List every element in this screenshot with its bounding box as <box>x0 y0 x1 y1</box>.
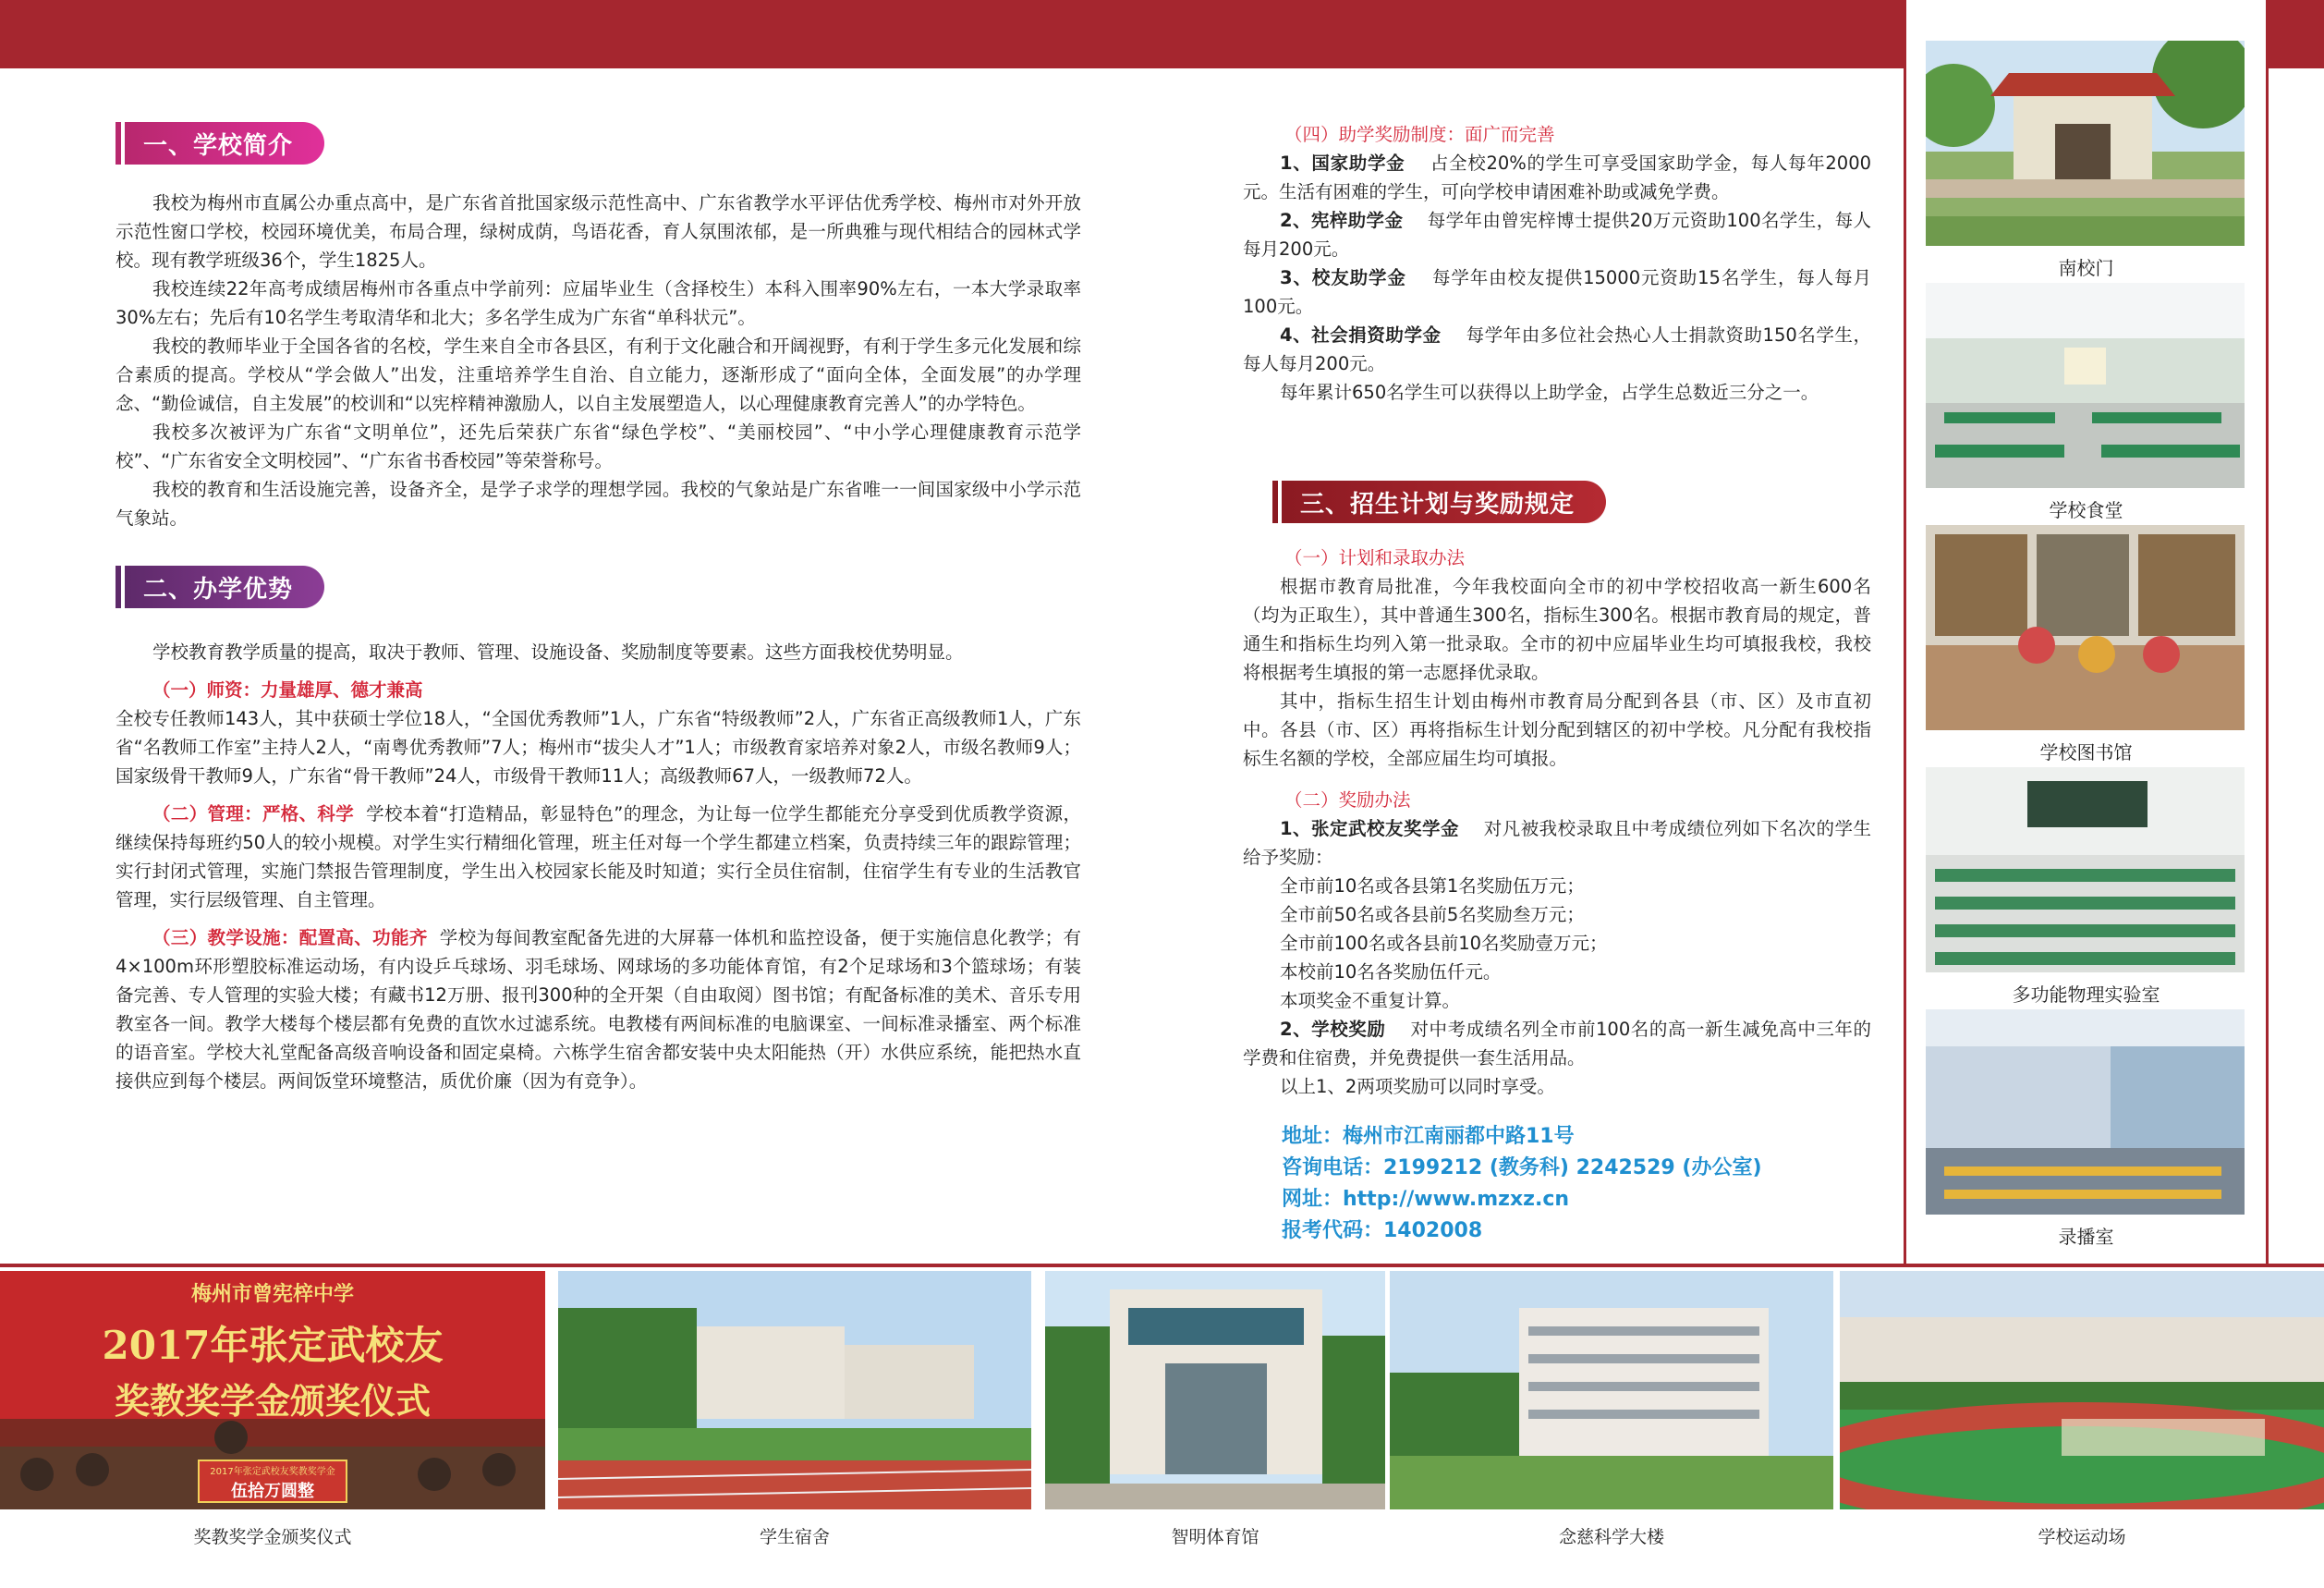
dormitory-photo <box>558 1271 1031 1509</box>
photo-caption: 多功能物理实验室 <box>2012 983 2160 1006</box>
advantage-text: 全校专任教师143人，其中获硕士学位18人，“全国优秀教师”1人，广东省“特级教师”2人，广东省正高级教师1人，广东省“名教师工作室”主持人2人，“南粤优秀教师”7人；梅州市“拔尖人才”1人；市级教育家培养对象2人，市级名教师9人；国家级骨干教师9人，广东省“骨干教师”24人，市级骨干教师11人；高级教师67人，一级教师72人。 <box>116 708 1081 787</box>
reward-line: 本校前10名各奖励伍仟元。 <box>1280 961 1502 983</box>
paragraph: 我校多次被评为广东省“文明单位”，还先后荣获广东省“绿色学校”、“美丽校园”、“中小学心理健康教育示范学校”、“广东省安全文明校园”、“广东省书香校园”等荣誉称号。 <box>116 421 1081 471</box>
photo-caption: 南校门 <box>2058 257 2114 279</box>
paragraph: 其中，指标生招生计划由梅州市教育局分配到各县（市、区）及市直初中。各县（市、区）再将指标生计划分配到辖区的初中学校。凡分配有我校指标生名额的学校，全部应届生均可填报。 <box>1243 690 1871 769</box>
paragraph: 根据市教育局批准，今年我校面向全市的初中学校招收高一新生600名（均为正取生），其中普通生300名，指标生300名。根据市教育局的规定，普通生和指标生均列入第一批录取。全市的初中应届毕业生均可填报我校，我校将根据考生填报的第一志愿择优录取。 <box>1243 576 1871 683</box>
paragraph: 我校的教育和生活设施完善，设备齐全，是学子求学的理想学园。我校的气象站是广东省唯一一间国家级中小学示范气象站。 <box>116 479 1081 529</box>
paragraph: 我校连续22年高考成绩居梅州市各重点中学前列：应届毕业生（含择校生）本科入围率90%左右，一本大学录取率30%左右；先后有10名学生考取清华和北大；多名学生成为广东省“单科状元”。 <box>116 278 1081 328</box>
board-top-text: 2017年张定武校友奖教奖学金 <box>210 1467 335 1477</box>
subsidy-item: 2、宪梓助学金 每学年由曾宪梓博士提供20万元资助100名学生，每人每月200元。 <box>1243 210 1871 260</box>
photo-caption: 学生宿舍 <box>759 1527 830 1547</box>
award-ceremony-photo <box>0 1271 545 1509</box>
paragraph: 我校的教师毕业于全国各省的名校，学生来自全市各县区，有利于文化融合和开阔视野，有利于学生多元化发展和综合素质的提高。学校从“学会做人”出发，注重培养学生自治、自立能力，逐渐形成了“面向全体，全面发展”的办学理念、“勤俭诚信，自主发展”的校训和“以宪梓精神激励人，以自主发展塑造人，以心理健康教育完善人”的办学特色。 <box>116 336 1081 414</box>
reward-line: 全市前100名或各县前10名奖励壹万元； <box>1280 933 1608 954</box>
reward2: 2、学校奖励 对中考成绩名列全市前100名的高一新生减免高中三年的学费和住宿费，并免费提供一套生活用品。 <box>1243 1019 1871 1069</box>
website-link[interactable]: 网址：http://www.mzxz.cn <box>1282 1188 1570 1211</box>
left-column <box>116 122 1081 1095</box>
library-photo <box>1926 525 2245 730</box>
photo-caption: 录播室 <box>2058 1226 2114 1248</box>
photo-caption: 学校运动场 <box>2038 1527 2126 1547</box>
section1-heading: 一、学校简介 <box>116 122 1081 165</box>
subsidy-item: 1、国家助学金 占全校20%的学生可享受国家助学金，每人每年2000元。生活有困难的学生，可向学校申请困难补助或减免学费。 <box>1243 153 1872 202</box>
reward-heading: （二）奖励办法 <box>1284 789 1411 811</box>
banner-school: 梅州市曾宪梓中学 <box>190 1283 354 1306</box>
science-building-photo <box>1390 1271 1833 1509</box>
recording-room-photo <box>1926 1009 2245 1215</box>
advantage-text: 学校本着“打造精品，彰显特色”的理念，为让每一位学生都能充分享受到优质教学资源，继续保持每班约50人的较小规模。对学生实行精细化管理，班主任对每一个学生都建立档案，负责持续三年的跟踪管理；实行封闭式管理，实施门禁报告管理制度，学生出入校园家长能及时知道；实行全员住宿制，住宿学生有专业的生活教官管理，实行层级管理、自主管理。 <box>116 803 1081 910</box>
paragraph: 我校为梅州市直属公办重点高中，是广东省首批国家级示范性高中、广东省教学水平评估优秀学校、梅州市对外开放示范性窗口学校，校园环境优美，布局合理，绿树成荫，鸟语花香，育人氛围浓郁，是一所典雅与现代相结合的园林式学校。现有教学班级36个，学生1825人。 <box>116 192 1081 271</box>
phone-text: 咨询电话：2199212 (教务科) 2242529 (办公室) <box>1282 1156 1762 1179</box>
plan-heading: （一）计划和录取办法 <box>1284 547 1466 568</box>
canteen-photo <box>1926 283 2245 488</box>
reward-line: 本项奖金不重复计算。 <box>1280 990 1461 1011</box>
bottom-divider <box>0 1264 2324 1267</box>
subsidy-summary: 每年累计650名学生可以获得以上助学金，占学生总数近三分之一。 <box>1280 382 1819 403</box>
gymnasium-photo <box>1045 1271 1385 1509</box>
reward-line: 全市前10名或各县第1名奖励伍万元； <box>1280 875 1585 897</box>
section2-heading: 二、办学优势 <box>116 566 1081 608</box>
section1-body <box>116 189 1081 532</box>
reward-note: 以上1、2两项奖励可以同时享受。 <box>1280 1076 1555 1097</box>
section3-body <box>1243 544 1871 1101</box>
board-text: 伍拾万圆整 <box>231 1482 314 1501</box>
reward1: 1、张定武校友奖学金 对凡被我校录取且中考成绩位列如下名次的学生给予奖励： <box>1243 818 1871 868</box>
section2-body <box>116 638 1081 1095</box>
middle-column <box>1243 120 1871 1247</box>
banner-line1: 2017年张定武校友 <box>102 1323 444 1368</box>
subsidy-item: 3、校友助学金 每学年由校友提供15000元资助15名学生，每人每月100元。 <box>1243 267 1871 317</box>
advantage-head: （三）教学设施：配置高、功能齐 <box>152 927 428 948</box>
advantage-head: （一）师资：力量雄厚、德才兼高 <box>152 679 423 701</box>
photo-caption: 念慈科学大楼 <box>1558 1527 1664 1547</box>
contact-block <box>1243 1121 1871 1247</box>
advantage-item <box>116 800 1081 914</box>
advantage-head: （二）管理：严格、科学 <box>152 803 355 825</box>
section2-intro: 学校教育教学质量的提高，取决于教师、管理、设施设备、奖励制度等要素。这些方面我校优势明显。 <box>152 641 964 663</box>
reward-line: 全市前50名或各县前5名奖励叁万元； <box>1280 904 1585 925</box>
exam-code: 报考代码：1402008 <box>1282 1219 1483 1242</box>
section3-heading: 三、招生计划与奖励规定 <box>1272 481 1871 523</box>
photo-caption: 智明体育馆 <box>1171 1527 1259 1547</box>
physics-lab-photo <box>1926 767 2245 972</box>
photo-caption: 学校图书馆 <box>2039 741 2133 763</box>
south-gate-photo <box>1926 41 2245 246</box>
photo-caption: 奖教奖学金颁奖仪式 <box>193 1527 352 1547</box>
subsidy-item: 4、社会捐资助学金 每学年由多位社会热心人士捐款资助150名学生，每人每月200元。 <box>1243 324 1871 374</box>
photo-caption: 学校食堂 <box>2049 499 2123 521</box>
right-photo-column <box>1904 0 2269 1264</box>
advantage-item <box>116 923 1081 1095</box>
banner-line2: 奖教奖学金颁奖仪式 <box>114 1380 431 1422</box>
address-text: 地址：梅州市江南丽都中路11号 <box>1282 1125 1575 1148</box>
sports-field-photo <box>1840 1271 2324 1509</box>
advantage-text: 学校为每间教室配备先进的大屏幕一体机和监控设备，便于实施信息化教学；有4×100m环形塑胶标准运动场，有内设乒乓球场、羽毛球场、网球场的多功能体育馆，有2个足球场和3个篮球场；有装备完善、专人管理的实验大楼；有藏书12万册、报刊300种的全开架（自由取阅）图书馆；有配备标准的美术、音乐专用教室各一间。教学大楼每个楼层都有免费的直饮水过滤系统。电教楼有两间标准的电脑课室、一间标准录播室、两个标准的语音室。学校大礼堂配备高级音响设备和固定桌椅。六栋学生宿舍都安装中央太阳能热（开）水供应系统，能把热水直接供应到每个楼层。两间饭堂环境整洁，质优价廉（因为有竞争）。 <box>116 927 1081 1092</box>
subsidy-heading: （四）助学奖励制度：面广而完善 <box>1284 124 1555 145</box>
advantage-item <box>116 676 1081 790</box>
